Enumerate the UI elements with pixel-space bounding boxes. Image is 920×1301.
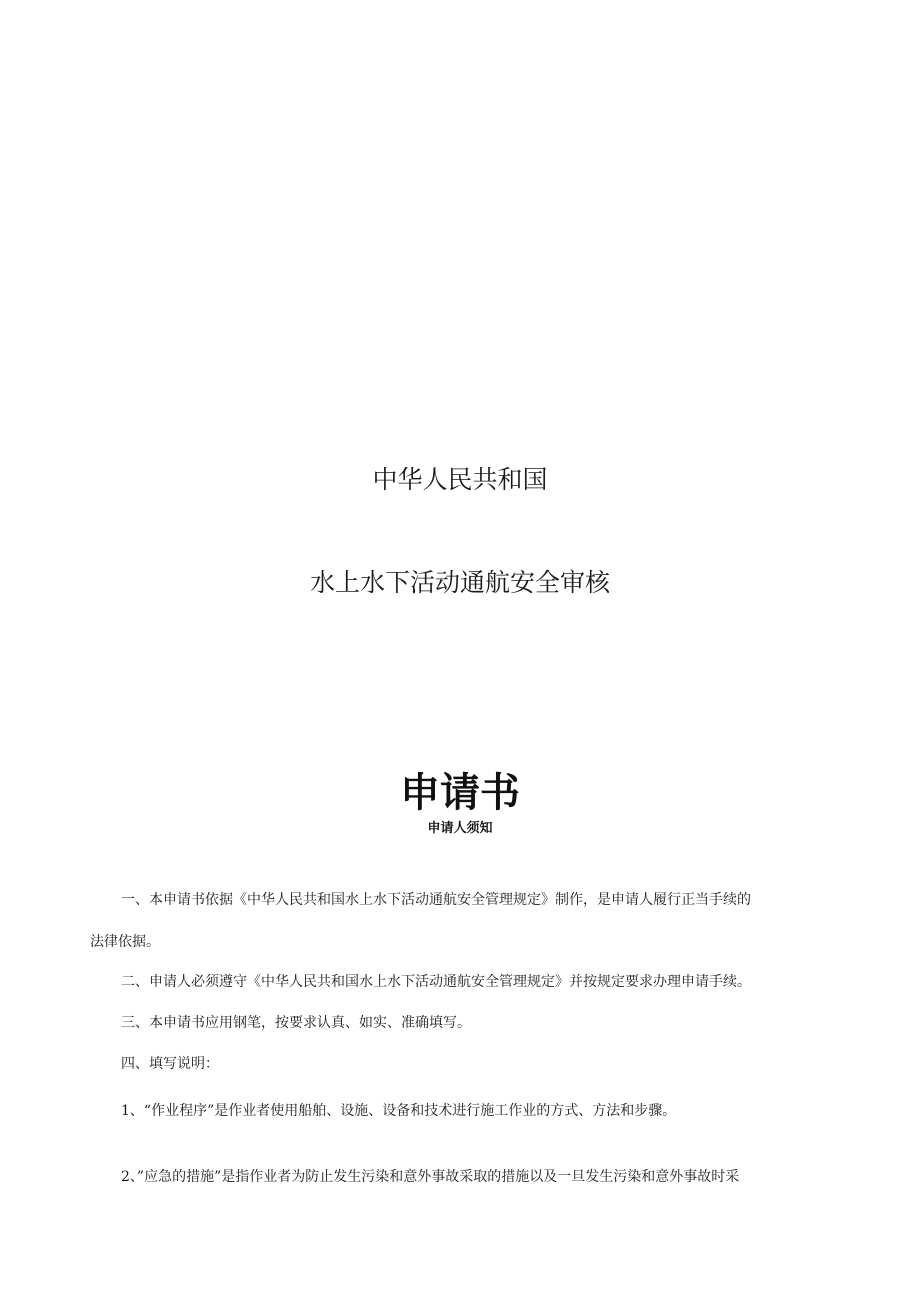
page-title: 申请书 <box>400 770 520 816</box>
notice-paragraph-3: 三、本申请书应用钢笔，按要求认真、如实、准确填写。 <box>121 1015 471 1031</box>
notice-heading: 申请人须知 <box>427 821 493 836</box>
instruction-item-1: 1、“作业程序”是作业者使用船舶、设施、设备和技术进行施工作业的方式、方法和步骤。 <box>121 1103 677 1119</box>
country-title: 中华人民共和国 <box>372 465 548 494</box>
notice-paragraph-1-continued: 法律依据。 <box>90 934 160 950</box>
notice-paragraph-1: 一、本申请书依据《中华人民共和国水上水下活动通航安全管理规定》制作，是申请人履行正当手续的 <box>121 892 751 908</box>
instruction-item-2: 2、”应急的措施”是指作业者为防止发生污染和意外事故采取的措施以及一旦发生污染和意外事故时采 <box>121 1169 740 1185</box>
document-subtitle: 水上水下活动通航安全审核 <box>309 568 610 597</box>
notice-paragraph-2: 二、申请人必须遵守《中华人民共和国水上水下活动通航安全管理规定》并按规定要求办理申请手续。 <box>121 974 751 990</box>
notice-paragraph-4: 四、填写说明： <box>121 1056 219 1072</box>
